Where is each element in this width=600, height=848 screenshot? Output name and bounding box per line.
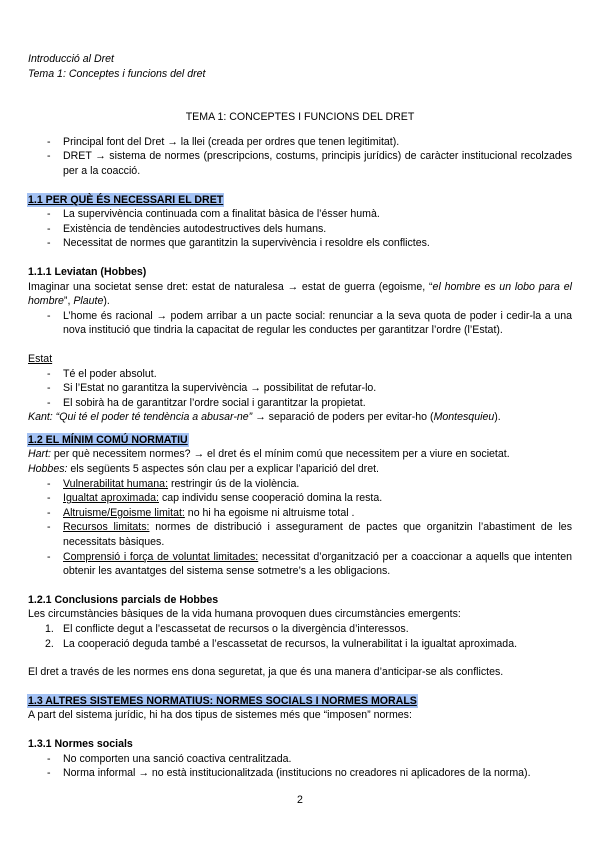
- leviatan-list: [28, 309, 572, 338]
- list-item: - Altruisme/Egoisme limitat: no hi ha egoisme ni altruisme total .: [28, 506, 572, 521]
- social-norms-list: [28, 752, 572, 781]
- subsection-heading-1-3-1: 1.3.1 Normes socials: [28, 737, 133, 750]
- list-item: - Igualtat aproximada: cap individu sense cooperació domina la resta.: [28, 491, 572, 506]
- page-title: TEMA 1: CONCEPTES I FUNCIONS DEL DRET: [185, 111, 415, 124]
- page-header: [28, 52, 572, 81]
- list-item: - Si l’Estat no garantitza la supervivència → possibilitat de refutar-lo.: [28, 381, 572, 396]
- list-item: - Necessitat de normes que garantitzin la supervivència i resoldre els conflictes.: [28, 236, 572, 251]
- list-item: La cooperació deguda també a l’escassetat de recursos, la vulnerabilitat i la igualtat aproximada.: [63, 637, 518, 650]
- estat-heading: Estat: [28, 352, 53, 365]
- section-heading-1-1: 1.1 PER QUÈ ÉS NECESSARI EL DRET: [28, 193, 224, 206]
- estat-list: [28, 367, 572, 411]
- leviatan-paragraph: Imaginar una societat sense dret: estat de naturalesa → estat de guerra (egoisme, “el hombre es un lobo para el hombre”, Plaute).: [28, 280, 572, 308]
- list-item: - La supervivència continuada com a finalitat bàsica de l’ésser humà.: [28, 207, 572, 222]
- list-item: - Norma informal → no està institucionalitzada (institucions no creadores ni aplicadores de la norma).: [28, 766, 572, 781]
- list-item: - El sobirà ha de garantitzar l’ordre social i garantitzar la propietat.: [28, 396, 572, 411]
- subsection-heading-1-2-1: 1.2.1 Conclusions parcials de Hobbes: [28, 593, 219, 606]
- list-item: El conflicte degut a l’escassetat de recursos o la divergència d’interessos.: [63, 623, 409, 635]
- topic-subtitle: Tema 1: Conceptes i funcions del dret: [28, 67, 206, 80]
- conclusions-closing: El dret a través de les normes ens dona seguretat, ja que és una manera d’anticipar-se als conflictes.: [28, 666, 504, 679]
- subsection-heading-1-1-1: 1.1.1 Leviatan (Hobbes): [28, 265, 147, 278]
- hobbes-paragraph: Hobbes: els següents 5 aspectes són clau per a explicar l’aparició del dret.: [28, 463, 379, 476]
- hobbes-aspects-list: [28, 477, 572, 579]
- list-item: - Principal font del Dret → la llei (creada per ordres que tenen legitimitat).: [28, 135, 572, 150]
- list-item: - Existència de tendències autodestructives dels humans.: [28, 222, 572, 237]
- other-systems-intro: A part del sistema jurídic, hi ha dos tipus de sistemes més que “imposen” normes:: [28, 709, 412, 722]
- list-item: - Té el poder absolut.: [28, 367, 572, 382]
- section-1-1-list: [28, 207, 572, 251]
- list-item: - Recursos limitats: normes de distribució i assegurament de pactes que organitzin l’abastiment de les necessitats bàsiques.: [28, 520, 572, 549]
- list-item: - DRET → sistema de normes (prescripcions, costums, principis jurídics) de caràcter institucional recolzades per a la coacció.: [28, 149, 572, 178]
- list-item: - L’home és racional → podem arribar a un pacte social: renunciar a la seva quota de poder i cedir-la a una nova institució que tindria la capacitat de regular les conductes per garantitzar l’ordre (l’Estat).: [28, 309, 572, 338]
- kant-paragraph: Kant: “Qui té el poder té tendència a abusar-ne” → separació de poders per evitar-ho (Montesquieu).: [28, 411, 501, 424]
- section-heading-1-3: 1.3 ALTRES SISTEMES NORMATIUS: NORMES SOCIALS I NORMES MORALS: [28, 694, 417, 707]
- page-number: 2: [297, 794, 303, 806]
- section-heading-1-2: 1.2 EL MÍNIM COMÚ NORMATIU: [28, 433, 188, 446]
- conclusions-intro: Les circumstàncies bàsiques de la vida humana provoquen dues circumstàncies emergents:: [28, 608, 461, 621]
- list-item: - No comporten una sanció coactiva centralitzada.: [28, 752, 572, 767]
- list-item: - Vulnerabilitat humana: restringir ús de la violència.: [28, 477, 572, 492]
- hart-paragraph: Hart: per què necessitem normes? → el dret és el mínim comú que necessitem per a viure en societat.: [28, 448, 510, 461]
- conclusions-list: [28, 622, 572, 651]
- intro-list: [28, 135, 572, 179]
- course-title: Introducció al Dret: [28, 53, 114, 65]
- list-item: - Comprensió i força de voluntat limitades: necessitat d’organització per a coaccionar a aquells que intenten obtenir les avantatges del sistema sense sotmetre’s a les obligacions.: [28, 550, 572, 579]
